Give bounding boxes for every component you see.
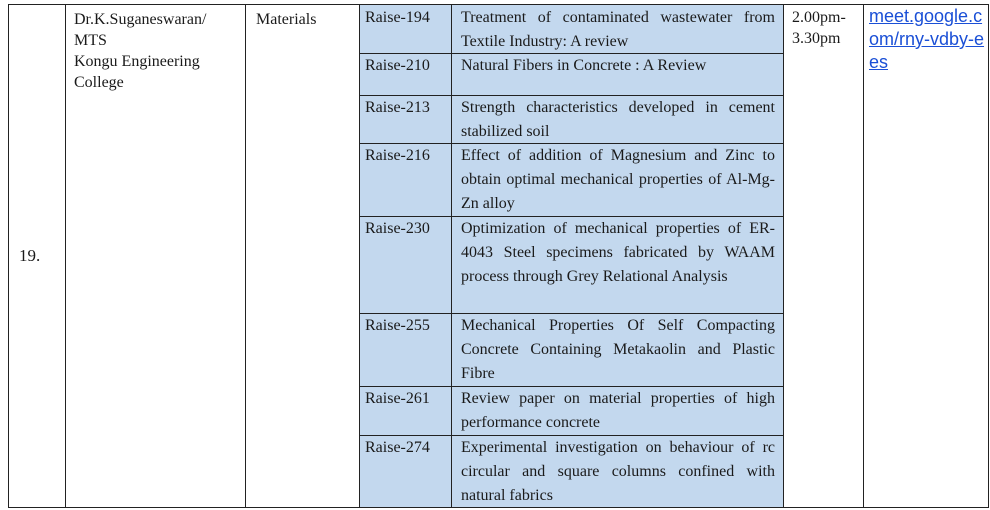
paper-ids-cell — [360, 5, 452, 508]
paper-title: Strength characteristics developed in cement stabilized soil — [452, 96, 783, 144]
paper-title: Treatment of contaminated wastewater from Textile Industry: A review — [452, 5, 783, 54]
paper-title: Natural Fibers in Concrete : A Review — [452, 54, 783, 96]
paper-title: Experimental investigation on behaviour of rc circular and square columns confined with natural fabrics — [461, 439, 775, 504]
paper-title: Review paper on material properties of high performance concrete — [452, 387, 783, 436]
meeting-link-cell — [864, 5, 989, 508]
time-start: 2.00pm- — [792, 9, 846, 26]
table-row — [9, 5, 989, 508]
time-cell — [784, 5, 864, 508]
coordinator-cell — [66, 5, 246, 508]
coordinator-line: College — [74, 74, 124, 91]
coordinator-line: MTS — [74, 32, 107, 49]
paper-id: Raise-274 — [365, 439, 430, 456]
session-table — [8, 4, 989, 508]
paper-title: Mechanical Properties Of Self Compacting Concrete Containing Metakaolin and Plastic Fibre — [452, 314, 783, 387]
coordinator-line: Kongu Engineering — [74, 53, 200, 70]
paper-id: Raise-216 — [360, 144, 451, 217]
paper-id: Raise-213 — [360, 96, 451, 144]
paper-id: Raise-230 — [360, 217, 451, 314]
paper-id: Raise-255 — [360, 314, 451, 387]
time-end: 3.30pm — [792, 30, 841, 47]
serial-number: 19. — [9, 5, 66, 508]
paper-title: Optimization of mechanical properties of ER-4043 Steel specimens fabricated by WAAM process through Grey Relational Analysis — [452, 217, 783, 314]
paper-id: Raise-210 — [360, 54, 451, 96]
track-cell: Materials — [246, 5, 360, 508]
coordinator-line: Dr.K.Suganeswaran/ — [74, 11, 207, 28]
paper-title: Effect of addition of Magnesium and Zinc to obtain optimal mechanical properties of Al-Mg-Zn alloy — [452, 144, 783, 217]
meeting-link[interactable]: meet.google.com/rny-vdby-ees — [869, 6, 985, 72]
paper-id: Raise-194 — [360, 5, 451, 54]
paper-titles-cell — [452, 5, 784, 508]
paper-id: Raise-261 — [360, 387, 451, 436]
